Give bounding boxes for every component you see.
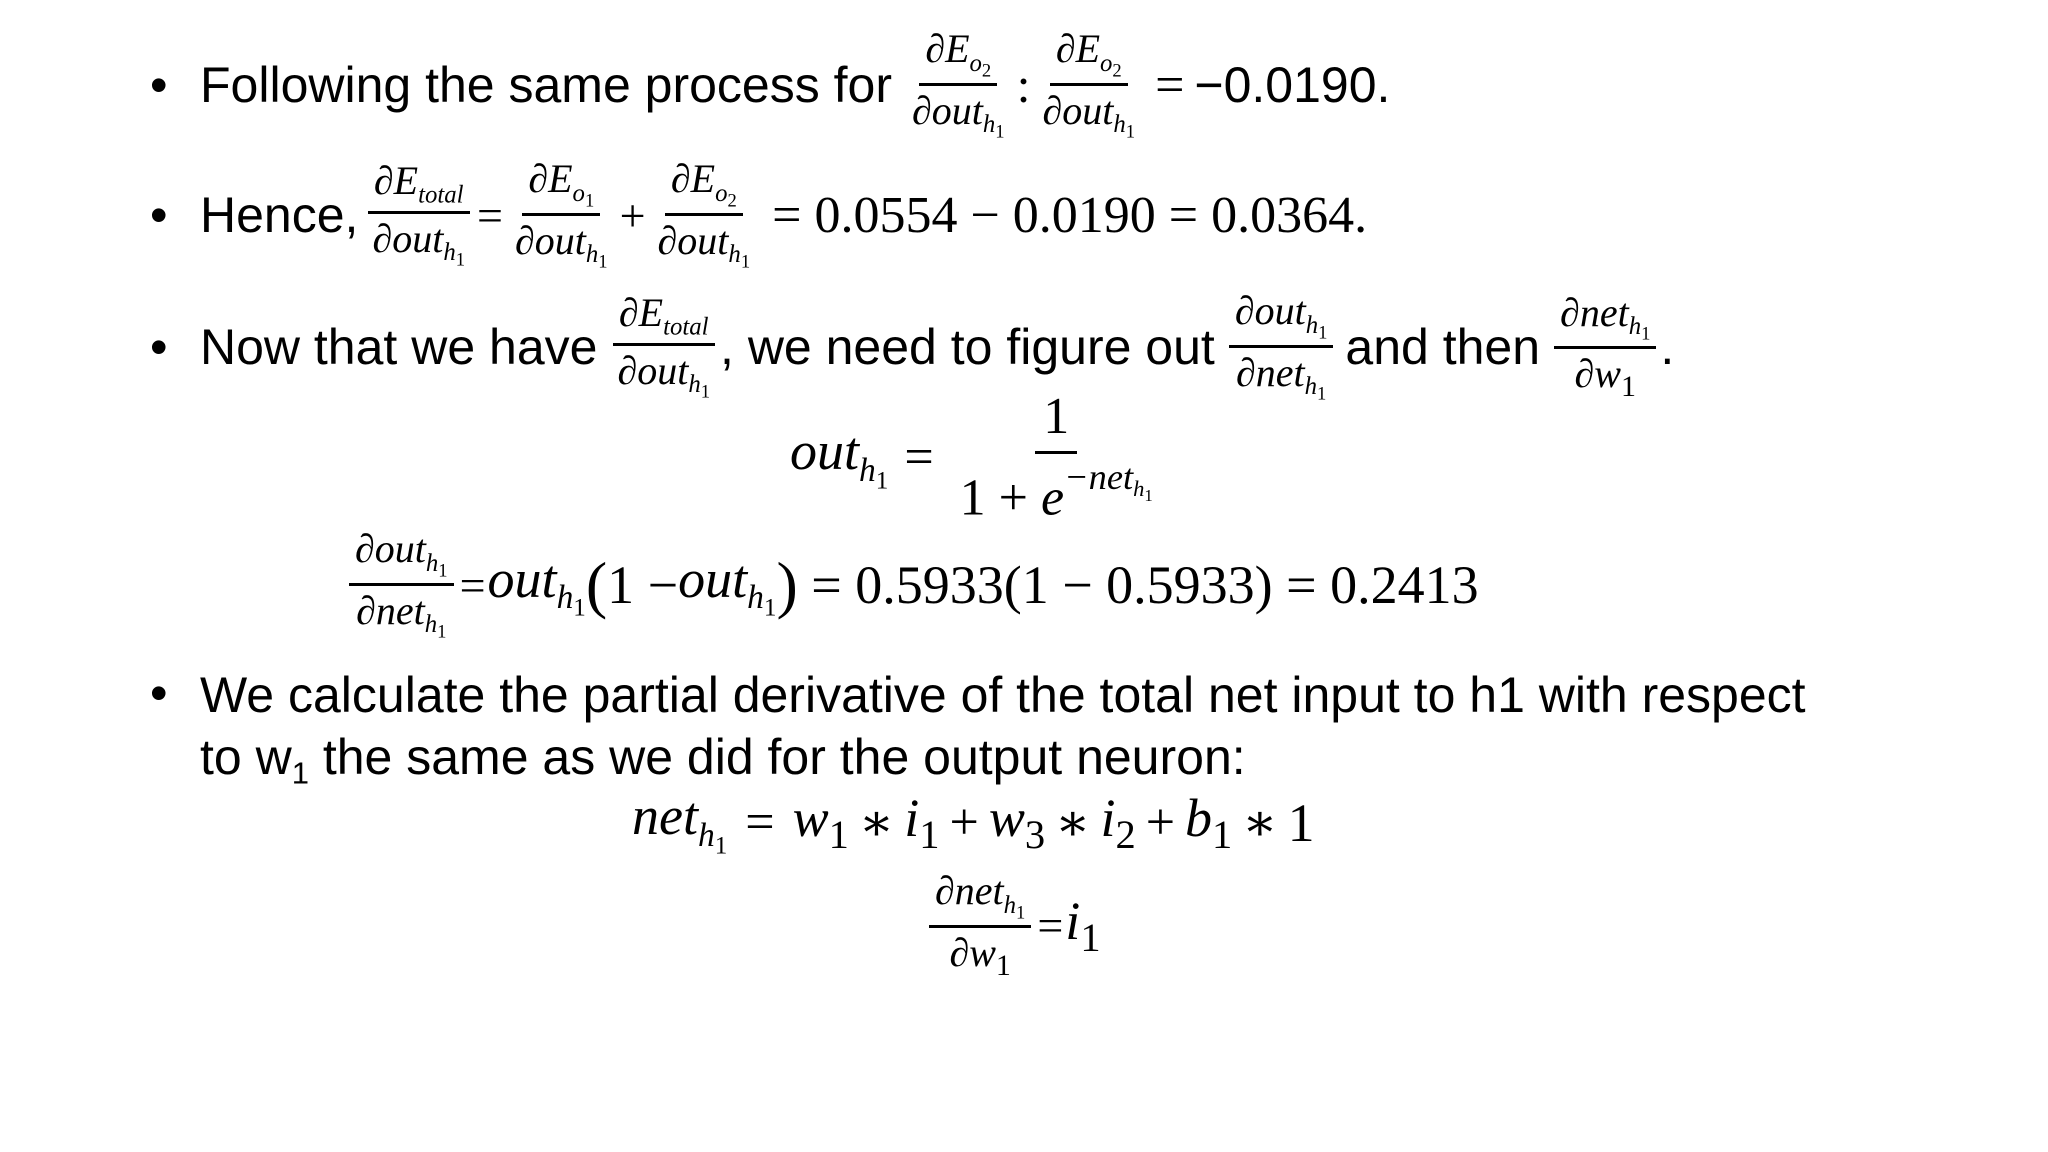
- equals-sign: =: [1037, 900, 1064, 952]
- fraction-dneth1-dw1: $\frac{\partial net_{h_1}}{\partial w_1}$: [929, 870, 1031, 981]
- b1: $b_1$: [1185, 788, 1233, 858]
- left-paren: (: [585, 549, 608, 621]
- bullet-2: [150, 158, 1367, 273]
- bullet-3: [150, 290, 1674, 405]
- equals-sign: =: [459, 559, 486, 611]
- sigmoid-equation: [790, 390, 1163, 526]
- fraction-dEo2-douth1-a: $\frac{\partial E_{o_2}}{\partial out_{h_1}}$: [911, 26, 1005, 144]
- derivative-result: = 0.5933(1 − 0.5933) = 0.2413: [797, 555, 1479, 616]
- fraction-dEo2-douth1-b: $\frac{\partial E_{o_2}}{\partial out_{h_1}}$: [1042, 26, 1136, 144]
- bullet-1: [150, 28, 1390, 143]
- bullet-4: [150, 664, 1806, 804]
- fraction-douth1-dneth1: $\frac{\partial out_{h_1}}{\partial net_{h_1}}$: [349, 528, 454, 643]
- multiply-sign: ∗: [1055, 794, 1091, 852]
- out-h1: out$_{h_1}$: [487, 548, 586, 622]
- plus-sign: +: [619, 189, 646, 241]
- bullet-1-result: −0.0190.: [1194, 57, 1391, 114]
- equals-sign: =: [1155, 56, 1185, 114]
- multiply-sign: ∗: [1242, 794, 1278, 852]
- bullet-3-text-a: Now that we have: [200, 319, 598, 376]
- fraction-dEo1-douth1: $\frac{\partial E_{o_1}}{\partial out_{h_1}}$: [514, 156, 608, 274]
- plus-sign: +: [949, 794, 979, 852]
- equals-sign: =: [904, 429, 934, 487]
- fraction-douth1-dneth1: $\frac{\partial out_{h_1}}{\partial net_{h_1}}$: [1229, 290, 1334, 405]
- bullet-2-result: = 0.0554 − 0.0190 = 0.0364.: [772, 186, 1368, 244]
- bullet-3-text-b: , we need to figure out: [720, 319, 1215, 376]
- w1: $w_1$: [792, 788, 849, 858]
- i1: $i_1$: [1065, 891, 1101, 961]
- derivative-equation: [345, 528, 1479, 643]
- net-equation: [632, 785, 1315, 860]
- bullet-4-body: [200, 664, 1806, 804]
- fraction-dEtotal-douth1: $\frac{\partial E_{total}}{\partial out_{h_1}}$: [366, 160, 471, 270]
- bullet-dot: •: [150, 57, 168, 114]
- bullet-3-text-c: and then: [1345, 319, 1541, 376]
- bullet-3-end: .: [1660, 319, 1675, 376]
- bullet-4-line-2: to w1 the same as we did for the output neuron:: [200, 729, 1246, 791]
- w3: $w_3$: [988, 788, 1046, 858]
- bullet-dot: •: [150, 319, 168, 376]
- bullet-2-text: Hence,: [200, 187, 359, 244]
- one-minus: 1 −: [607, 555, 679, 616]
- plus-sign: +: [1145, 794, 1176, 852]
- fraction-dneth1-dw1: $\frac{\partial net_{h_1}}{\partial w_1}$: [1554, 292, 1656, 403]
- out-h1: out$_{h_1}$: [790, 421, 889, 495]
- bullet-1-text: Following the same process for: [200, 57, 892, 114]
- i1: $i_1$: [904, 788, 940, 858]
- one: 1: [1287, 792, 1315, 853]
- fraction-dEtotal-douth1: $\frac{\partial E_{total}}{\partial out_{h_1}}$: [611, 292, 716, 402]
- sigmoid-fraction: $\frac{1}{1 + e^{-net_{h_1}}}$: [959, 388, 1153, 527]
- bullet-dot: •: [150, 665, 168, 721]
- bullet-dot: •: [150, 187, 168, 244]
- equals-sign: =: [477, 189, 503, 241]
- net-h1: net$_{h_1}$: [632, 786, 728, 860]
- i2: $i_2$: [1100, 788, 1136, 858]
- bullet-4-line-1: We calculate the partial derivative of the total net input to h1 with respect: [200, 667, 1806, 723]
- net-derivative-equation: [925, 870, 1101, 981]
- colon: :: [1016, 57, 1031, 114]
- equals-sign: =: [745, 794, 775, 852]
- out-h1: out$_{h_1}$: [678, 548, 777, 622]
- multiply-sign: ∗: [858, 794, 895, 852]
- right-paren: ): [776, 549, 798, 621]
- fraction-dEo2-douth1: $\frac{\partial E_{o_2}}{\partial out_{h_1}}$: [657, 156, 751, 274]
